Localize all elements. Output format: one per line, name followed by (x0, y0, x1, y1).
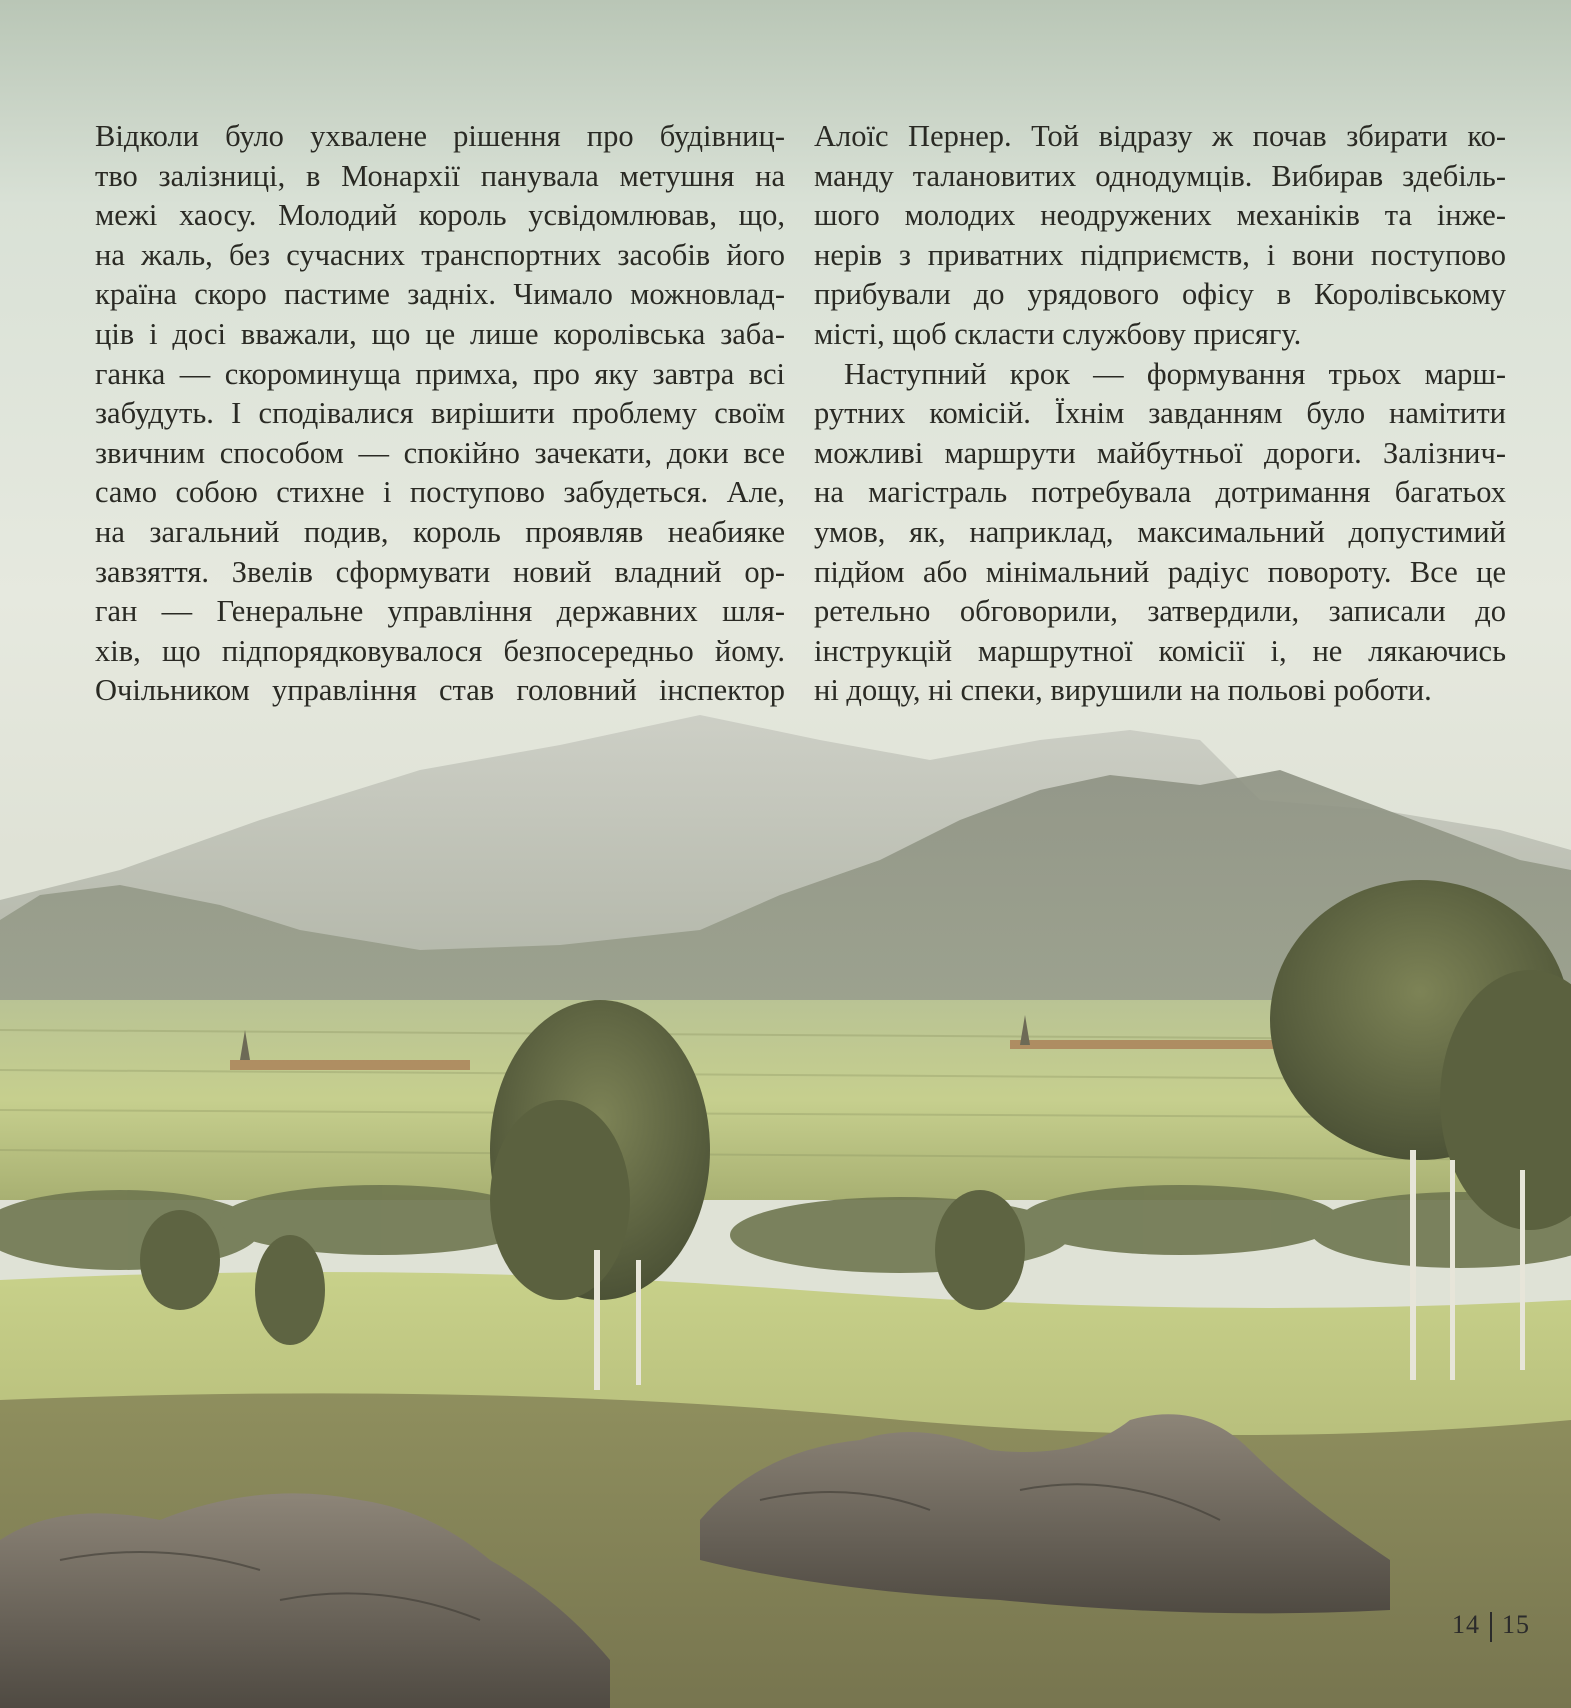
text-line: звичним способом — спокійно зачекати, доки все (95, 435, 785, 470)
page-numbers (1452, 1610, 1530, 1642)
text-line: завзяття. Звелів сформувати новий владний ор- (95, 554, 785, 589)
text-line: манду талановитих однодумців. Вибирав здебіль- (814, 158, 1506, 193)
text-line: інструкцій маршрутної комісії і, не лякаючись (814, 633, 1506, 668)
text-line: ретельно обговорили, затвердили, записали до (814, 594, 1506, 629)
text-line: само собою стихне і поступово забудеться. Але, (95, 475, 785, 510)
paragraph (814, 117, 1506, 355)
paragraph (814, 355, 1506, 711)
text-line: хів, що підпорядковувалося безпосередньо йому. (95, 633, 785, 668)
text-line: шого молодих неодружених механіків та інже- (814, 198, 1506, 233)
text-line: підйом або мінімальний радіус повороту. Все це (814, 554, 1506, 589)
text-line: Алоїс Пернер. Той відразу ж почав збирати ко- (814, 119, 1506, 153)
text-line: на жаль, без сучасних транспортних засобів його (95, 237, 785, 272)
text-line: ні дощу, ні спеки, вирушили на польові роботи. (814, 673, 1432, 708)
text-line: можливі маршрути майбутньої дороги. Залізнич- (814, 435, 1506, 470)
text-line: країна скоро пастиме задніх. Чимало можновлад- (95, 277, 785, 312)
text-line: нерів з приватних підприємств, і вони поступово (814, 237, 1506, 272)
page-number-left: 14 (1452, 1610, 1480, 1639)
text-line: межі хаосу. Молодий король усвідомлював, що, (95, 198, 785, 233)
text-line: ців і досі вважали, що це лише королівська заба- (95, 316, 785, 351)
text-column-left (95, 117, 785, 711)
text-line: рутних комісій. Їхнім завданням було намітити (814, 396, 1506, 431)
text-line: Відколи було ухвалене рішення про будівниц- (95, 119, 785, 153)
text-line: забудуть. І сподівалися вирішити проблему своїм (95, 396, 785, 431)
text-line: ган — Генеральне управління державних шля- (95, 594, 785, 629)
text-line: місті, щоб скласти службову присягу. (814, 316, 1302, 351)
text-line: умов, як, наприклад, максимальний допустимий (814, 514, 1506, 549)
text-line: прибували до урядового офісу в Королівському (814, 277, 1506, 312)
text-line: на загальний подив, король проявляв неабияке (95, 514, 785, 549)
text-column-right (814, 117, 1506, 711)
page-number-divider (1490, 1612, 1492, 1642)
text-line: Наступний крок — формування трьох марш- (844, 356, 1506, 391)
page-number-right: 15 (1502, 1610, 1530, 1639)
text-line: тво залізниці, в Монархії панувала метушня на (95, 158, 785, 193)
text-line: ганка — скороминуща примха, про яку завтра всі (95, 356, 785, 391)
text-line: Очільником управління став головний інспектор (95, 673, 785, 708)
text-line: на магістраль потребувала дотримання багатьох (814, 475, 1506, 510)
